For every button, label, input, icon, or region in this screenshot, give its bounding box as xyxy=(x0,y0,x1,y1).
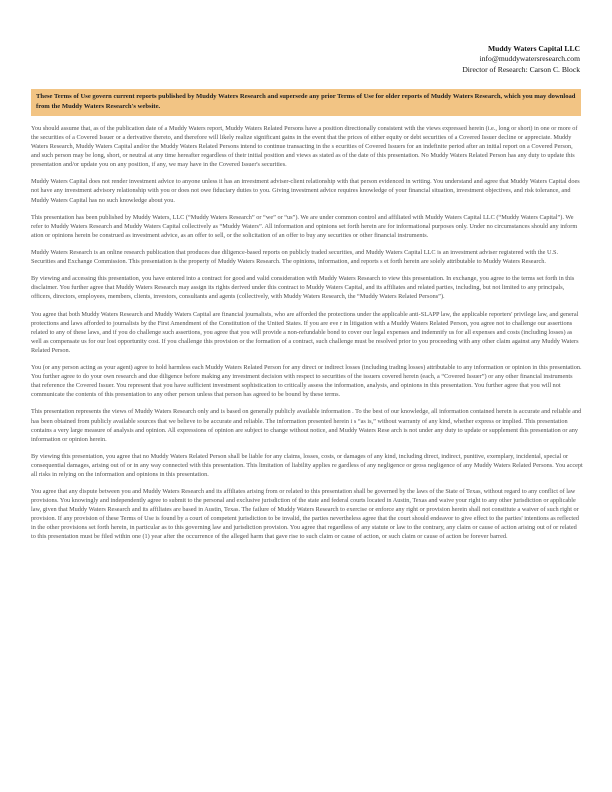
paragraph-financial-journalists: You agree that both Muddy Waters Research and Muddy Waters Capital are financial journalists, who are afforded the protections under the applicable anti-SLAPP law, the applicable reporters' privilege law, and general protections and laws afforded to journalists by the First Amendment of the Constitution of the United States. If you are eve r in litigation with a Muddy Waters Related Person, you agree not to challenge our assertions related to any of these laws, and if you do challenge such assertions, you agree that you will provide a non-refundable bond to cover our legal expenses and indemnify us for all expenses and costs (including losses) as well as compensate us for our lost opportunity cost. If you challenge this provision or the formation of a contract, such challenge must be resolved prior to you proceeding with any other claim against any Muddy Waters Related Person. xyxy=(31,310,579,354)
research-director: Director of Research: Carson C. Block xyxy=(462,64,580,74)
paragraph-position-disclosure: You should assume that, as of the publication date of a Muddy Waters report, Muddy Waters Related Persons have a position directionally consistent with the views expressed herein (i.e., long or short) in one or more of the securities of a Covered Issuer or a derivative thereto, and therefore will likely realize significant gains in the event that the prices of either equity or debt securities of a Covered Issuer decline or appreciate. Muddy Waters Research, Muddy Waters Capital and/or the Muddy Waters Related Persons intend to continue transacting in the s ecurities of Covered Issuers for an indefinite period after an initial report on a Covered Person, and such person may be long, short, or neutral at any time hereafter regardless of their initial position and views as stated as of the date of this presentation. No Muddy Waters Related Person has any duty to update this presentation and/or update you on any position, if any, we may have in the Covered Issuer's securities. xyxy=(31,125,578,169)
contact-email: info@muddywatersresearch.com xyxy=(479,54,580,64)
firm-header xyxy=(462,44,580,75)
paragraph-hold-harmless: You (or any person acting as your agent) agree to hold harmless each Muddy Waters Related Person for any direct or indirect losses (including trading losses) attributable to any information or opinion in this presentation. You further agree to do your own research and due diligence before making any investment decision with respect to securities of the issuers covered herein (each, a “Covered Issuer”) or any other financial instruments that reference the Covered Issuer. You represent that you have sufficient investment sophistication to critically assess the information, analysis, and opinions in this presentation. You further agree that you will not communicate the contents of this presentation to any other person unless that person has agreed to be bound by these terms. xyxy=(31,364,582,399)
paragraph-contract-consideration: By viewing and accessing this presentation, you have entered into a contract for good and valid consideration with Muddy Waters Research to view this presentation. In exchange, you agree to the terms set forth in this disclaimer. You further agree that Muddy Waters Research may assign its rights derived under this contract to Muddy Waters Capital, and its affiliates and related parties, including, but not limited to any principals, officers, directors, employees, members, clients, investors, consultants and agents (collectively, with Muddy Waters Research, the “Muddy Waters Related Persons”). xyxy=(31,275,575,301)
paragraph-publisher: This presentation has been published by Muddy Waters, LLC (“Muddy Waters Research” or “we” or “us”). We are under common control and affiliated with Muddy Waters Capital LLC (“Muddy Waters Capital”). We refer to Muddy Waters Research and Muddy Waters Capital collectively as “Muddy Waters”. All information and opinions set forth herein are for informational purposes only. Under no circumstances should any inform ation or opinions herein be construed as investment advice, as an offer to sell, or the solicitation of an offer to buy any securities or other financial instruments. xyxy=(31,213,578,239)
company-name: Muddy Waters Capital LLC xyxy=(487,44,580,53)
paragraph-research-publication: Muddy Waters Research is an online research publication that produces due diligence-based reports on publicly traded securities, and Muddy Waters Capital LLC is an investment adviser registered with the U.S. Securities and Exchange Commission. This presentation is the property of Muddy Waters Research. The opinions, information, and reports s et forth herein are solely attributable to Muddy Waters Research. xyxy=(31,249,559,266)
paragraph-governing-law: You agree that any dispute between you and Muddy Waters Research and its affiliates arising from or related to this presentation shall be governed by the laws of the State of Texas, without regard to any conflict of law provisions. You knowingly and independently agree to submit to the personal and exclusive jurisdiction of the state and federal courts located in Austin, Texas and waive your right to any other jurisdiction or applicable law, given that Muddy Waters Research and its affiliates are based in Austin, Texas. The failure of Muddy Waters Research to exercise or enforce any right or provision herein shall not constitute a waiver of such right or provision. If any provision of these Terms of Use is found by a court of competent jurisdiction to be invalid, the parties nevertheless agree that the court should endeavor to give effect to the parties' intentions as reflected in the other provisions set forth herein, in particular as to this governing law and jurisdiction provision. You agree that regardless of any statute or law to the contrary, any claim or cause of action arising out of or related to this presentation must be filed within one (1) year after the occurrence of the alleged harm that gave rise to such claim or cause of action, or such claim or cause of action be forever barred. xyxy=(31,488,580,541)
paragraph-no-investment-advice: Muddy Waters Capital does not render investment advice to anyone unless it has an investment adviser-client relationship with that person evidenced in writing. You understand and agree that Muddy Waters Capital does not have any investment advisory relationship with you or does not owe fiduciary duties to you. Giving investment advice requires knowledge of your financial situation, investment objectives, and risk tolerance, and Muddy Waters Capital has no such knowledge about you. xyxy=(31,178,580,204)
terms-notice-banner xyxy=(31,89,581,116)
disclaimer-body xyxy=(31,124,583,550)
terms-notice-text: These Terms of Use govern current reports published by Muddy Waters Research and supersede any prior Terms of Use for older reports of Muddy Waters Research, which you may download from the Muddy Waters Research's website. xyxy=(36,93,576,110)
paragraph-views-as-is: This presentation represents the views of Muddy Waters Research only and is based on generally publicly available information . To the best of our knowledge, all information contained herein is accurate and reliable and has been obtained from publicly available sources that we believe to be accurate and reliable. The information presented herein i s “as is,” without warranty of any kind, whether express or implied. This presentation contains a very large measure of analysis and opinion. All expressions of opinion are subject to change without notice, and Muddy Waters Rese arch is not under any duty to update or supplement this presentation or any information or opinion herein. xyxy=(31,408,582,443)
paragraph-limitation-of-liability: By viewing this presentation, you agree that no Muddy Waters Related Person shall be liable for any claims, losses, costs, or damages of any kind, including direct, indirect, punitive, exemplary, incidental, special or consequential damages, arising out of or in any way connected with this presentation. This limitation of liability applies re gardless of any negligence or gross negligence of any Muddy Waters Related Persons. You accept all risks in relying on the information and opinions in this presentation. xyxy=(31,452,583,478)
